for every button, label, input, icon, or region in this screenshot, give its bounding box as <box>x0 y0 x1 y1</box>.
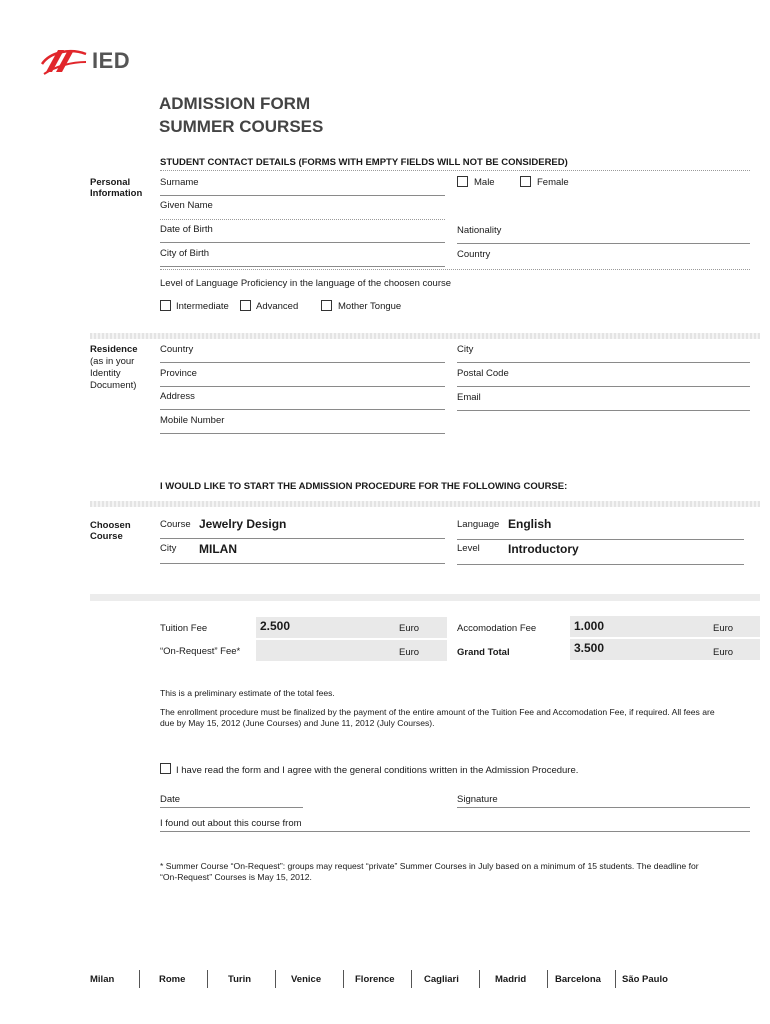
course-field[interactable] <box>160 538 445 539</box>
onrequest-fee-currency: Euro <box>399 647 420 658</box>
divider <box>275 970 276 988</box>
res-country-field[interactable] <box>160 362 445 363</box>
res-country-label: Country <box>160 344 194 355</box>
dob-field[interactable] <box>160 242 445 243</box>
given-name-label: Given Name <box>160 200 213 211</box>
chosen-course-label-2: Course <box>90 531 123 542</box>
ied-logo-mark-icon <box>40 44 90 78</box>
city-madrid: Madrid <box>495 974 527 985</box>
section-label-personal: Personal <box>90 177 131 188</box>
surname-label: Surname <box>160 177 199 188</box>
signature-label: Signature <box>457 794 498 805</box>
accomodation-fee-currency: Euro <box>713 623 734 634</box>
city-label: City <box>160 543 177 554</box>
level-value[interactable]: Introductory <box>508 542 579 556</box>
logo-text: IED <box>92 48 131 73</box>
footnote-2: “On-Request” Courses is May 15, 2012. <box>160 872 312 882</box>
accomodation-fee-label: Accomodation Fee <box>457 623 537 634</box>
mobile-label: Mobile Number <box>160 415 225 426</box>
address-label: Address <box>160 391 195 402</box>
intermediate-label: Intermediate <box>176 301 229 312</box>
divider <box>160 170 750 171</box>
grand-total-currency: Euro <box>713 647 734 658</box>
residence-label: Residence <box>90 344 138 355</box>
chosen-course-label: Choosen <box>90 520 131 531</box>
residence-note-3: Document) <box>90 380 137 391</box>
tuition-fee-label: Tuition Fee <box>160 623 208 634</box>
divider <box>615 970 616 988</box>
language-field[interactable] <box>457 539 744 540</box>
signature-field[interactable] <box>457 807 750 808</box>
found-out-field[interactable] <box>160 831 750 832</box>
found-out-label: I found out about this course from <box>160 818 302 829</box>
divider <box>411 970 412 988</box>
city-florence: Florence <box>355 974 395 985</box>
footnote-1: * Summer Course “On-Request”: groups may request “private” Summer Courses in July based on a minimum of 15 students. The deadline for <box>160 861 699 871</box>
city-barcelona: Barcelona <box>555 974 601 985</box>
advanced-label: Advanced <box>256 301 299 312</box>
res-city-label: City <box>457 344 474 355</box>
ied-logo <box>40 44 140 78</box>
country-field[interactable] <box>160 269 750 270</box>
residence-note-2: Identity <box>90 368 121 379</box>
intermediate-checkbox[interactable] <box>160 300 171 311</box>
city-value[interactable]: MILAN <box>199 542 237 556</box>
grand-total-label: Grand Total <box>457 647 510 658</box>
section-label-information: Information <box>90 188 143 199</box>
date-field[interactable] <box>160 807 303 808</box>
city-of-birth-label: City of Birth <box>160 248 210 259</box>
course-label: Course <box>160 519 191 530</box>
city-field[interactable] <box>160 563 445 564</box>
section-divider-band <box>90 501 760 507</box>
city-rome: Rome <box>159 974 186 985</box>
language-prompt: Level of Language Proficiency in the language of the choosen course <box>160 278 452 289</box>
province-field[interactable] <box>160 386 445 387</box>
male-checkbox[interactable] <box>457 176 468 187</box>
divider <box>139 970 140 988</box>
surname-field[interactable] <box>160 195 445 196</box>
accomodation-fee-value: 1.000 <box>574 619 605 633</box>
divider <box>547 970 548 988</box>
address-field[interactable] <box>160 409 445 410</box>
level-field[interactable] <box>457 564 744 565</box>
email-label: Email <box>457 392 481 403</box>
male-label: Male <box>474 177 495 188</box>
agreement-checkbox[interactable] <box>160 763 171 774</box>
enrollment-note-2: due by May 15, 2012 (June Courses) and June 11, 2012 (July Courses). <box>160 718 435 728</box>
agreement-text: I have read the form and I agree with the general conditions written in the Admission Procedure. <box>176 765 579 776</box>
tuition-fee-value: 2.500 <box>260 619 291 633</box>
country-label: Country <box>457 249 491 260</box>
nationality-label: Nationality <box>457 225 502 236</box>
language-value[interactable]: English <box>508 517 552 531</box>
grand-total-value: 3.500 <box>574 641 605 655</box>
nationality-field[interactable] <box>457 243 750 244</box>
divider <box>479 970 480 988</box>
province-label: Province <box>160 368 197 379</box>
given-name-field[interactable] <box>160 219 445 220</box>
city-milan: Milan <box>90 974 115 985</box>
female-label: Female <box>537 177 569 188</box>
dob-label: Date of Birth <box>160 224 213 235</box>
estimate-note: This is a preliminary estimate of the total fees. <box>160 688 335 698</box>
onrequest-fee-label: “On-Request” Fee* <box>160 646 241 657</box>
city-venice: Venice <box>291 974 322 985</box>
form-title-line1: ADMISSION FORM <box>159 94 311 113</box>
level-label: Level <box>457 543 480 554</box>
city-of-birth-field[interactable] <box>160 266 445 267</box>
divider <box>343 970 344 988</box>
language-label: Language <box>457 519 500 530</box>
mother-tongue-label: Mother Tongue <box>338 301 402 312</box>
postal-code-label: Postal Code <box>457 368 509 379</box>
advanced-checkbox[interactable] <box>240 300 251 311</box>
postal-code-field[interactable] <box>457 386 750 387</box>
course-value[interactable]: Jewelry Design <box>199 517 287 531</box>
mother-tongue-checkbox[interactable] <box>321 300 332 311</box>
female-checkbox[interactable] <box>520 176 531 187</box>
course-heading: I WOULD LIKE TO START THE ADMISSION PROCEDURE FOR THE FOLLOWING COURSE: <box>160 481 568 492</box>
city-cagliari: Cagliari <box>424 974 459 985</box>
section-divider-band <box>90 333 760 339</box>
enrollment-note-1: The enrollment procedure must be finalized by the payment of the entire amount of the Tuition Fee and Accomodation Fee, if required. All fees are <box>160 707 715 717</box>
city-turin: Turin <box>228 974 252 985</box>
section-divider-band <box>90 594 760 601</box>
contact-heading: STUDENT CONTACT DETAILS (FORMS WITH EMPTY FIELDS WILL NOT BE CONSIDERED) <box>160 157 568 168</box>
email-field[interactable] <box>457 410 750 411</box>
form-title-line2: SUMMER COURSES <box>159 117 324 136</box>
date-label: Date <box>160 794 181 805</box>
divider <box>207 970 208 988</box>
city-sao-paulo: São Paulo <box>622 974 668 985</box>
mobile-field[interactable] <box>160 433 445 434</box>
res-city-field[interactable] <box>457 362 750 363</box>
residence-note-1: (as in your <box>90 356 135 367</box>
tuition-fee-currency: Euro <box>399 623 420 634</box>
